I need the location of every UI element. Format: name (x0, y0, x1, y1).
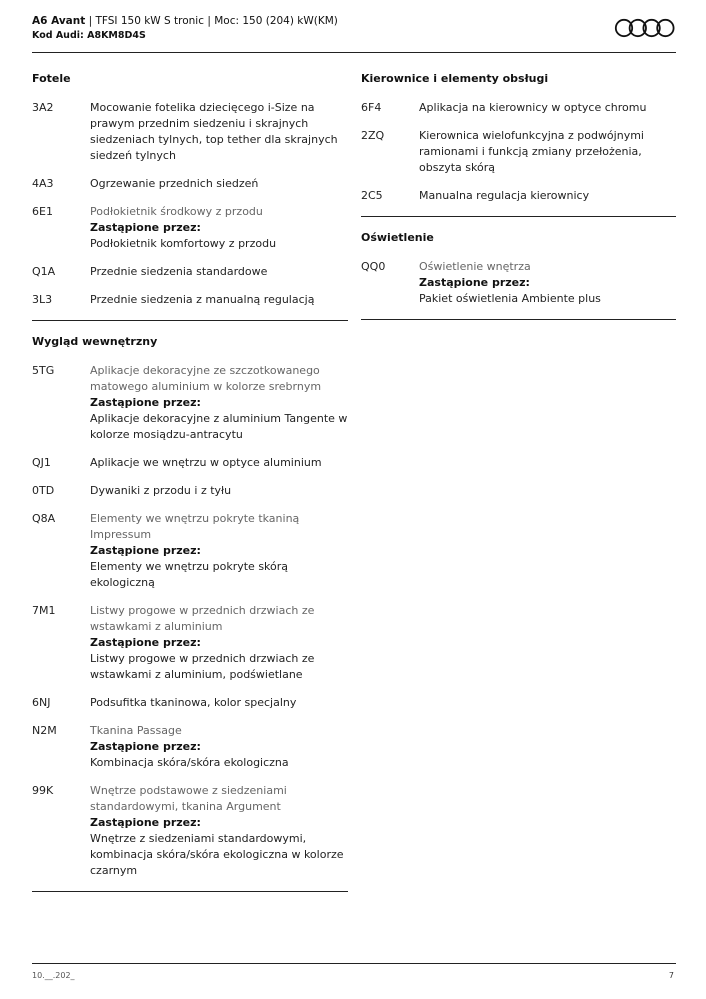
option-code: 99K (32, 784, 54, 797)
option-item (32, 292, 348, 308)
section-divider (32, 320, 348, 321)
option-code: 3L3 (32, 293, 53, 306)
option-item (32, 100, 348, 164)
replaced-by-label: Zastąpione przez: (90, 396, 201, 409)
option-text: Przednie siedzenia standardowe (90, 265, 268, 278)
option-description (90, 723, 348, 771)
replaced-by-label: Zastąpione przez: (90, 221, 201, 234)
original-option-text: Elementy we wnętrzu pokryte tkaniną Impressum (90, 512, 300, 541)
option-item (32, 176, 348, 192)
right-column (361, 72, 676, 334)
option-item (32, 363, 348, 443)
option-description (90, 264, 348, 280)
option-code: QJ1 (32, 456, 51, 469)
option-item (361, 259, 676, 307)
option-code: Q1A (32, 265, 56, 278)
vehicle-specs: | TFSI 150 kW S tronic | Moc: 150 (204) kW(KM) (85, 15, 338, 27)
option-code: Q8A (32, 512, 56, 525)
replaced-by-label: Zastąpione przez: (90, 636, 201, 649)
option-text: Przednie siedzenia z manualną regulacją (90, 293, 315, 306)
option-code: 4A3 (32, 177, 54, 190)
option-description (90, 483, 348, 499)
vehicle-title (32, 14, 676, 28)
option-description (90, 363, 348, 443)
option-description (419, 100, 676, 116)
option-code: 6NJ (32, 696, 51, 709)
left-column (32, 72, 348, 906)
header-divider (32, 52, 676, 53)
option-description (90, 783, 348, 879)
option-item (361, 188, 676, 204)
option-description (419, 128, 676, 176)
original-option-text: Aplikacje dekoracyjne ze szczotkowanego matowego aluminium w kolorze srebrnym (90, 364, 322, 393)
option-text: Aplikacje we wnętrzu w optyce aluminium (90, 456, 322, 469)
option-description (90, 292, 348, 308)
original-option-text: Wnętrze podstawowe z siedzeniami standardowymi, tkanina Argument (90, 784, 287, 813)
option-item (361, 100, 676, 116)
option-item (32, 455, 348, 471)
option-description (90, 695, 348, 711)
original-option-text: Listwy progowe w przednich drzwiach ze wstawkami z aluminium (90, 604, 315, 633)
option-description (90, 100, 348, 164)
option-description (90, 176, 348, 192)
option-item (32, 511, 348, 591)
replaced-by-label: Zastąpione przez: (90, 544, 201, 557)
replacement-option-text: Wnętrze z siedzeniami standardowymi, kombinacja skóra/skóra ekologiczna w kolorze czarnym (90, 832, 344, 877)
section-title: Fotele (32, 72, 71, 85)
option-text: Kierownica wielofunkcyjna z podwójnymi ramionami i funkcją zmiany przełożenia, obszyta skórą (419, 129, 644, 174)
page-header (32, 14, 676, 52)
option-text: Aplikacja na kierownicy w optyce chromu (419, 101, 647, 114)
option-code: 2C5 (361, 189, 383, 202)
option-code: 2ZQ (361, 129, 385, 142)
option-item (32, 723, 348, 771)
audi-rings-logo (614, 18, 676, 38)
option-item (32, 603, 348, 683)
option-code: 6F4 (361, 101, 382, 114)
option-code: 6E1 (32, 205, 53, 218)
option-text: Dywaniki z przodu i z tyłu (90, 484, 232, 497)
page-number: 7 (668, 971, 674, 980)
option-code: 7M1 (32, 604, 56, 617)
option-item (32, 483, 348, 499)
option-description (90, 511, 348, 591)
option-text: Podsufitka tkaninowa, kolor specjalny (90, 696, 297, 709)
option-code: N2M (32, 724, 57, 737)
footer-date: 10.__.202_ (32, 971, 75, 980)
option-description (90, 455, 348, 471)
replacement-option-text: Listwy progowe w przednich drzwiach ze wstawkami z aluminium, podświetlane (90, 652, 315, 681)
replacement-option-text: Podłokietnik komfortowy z przodu (90, 237, 277, 250)
section-divider (361, 319, 676, 320)
option-text: Manualna regulacja kierownicy (419, 189, 590, 202)
option-item (32, 783, 348, 879)
option-description (90, 603, 348, 683)
option-code: QQ0 (361, 260, 386, 273)
section-title: Wygląd wewnętrzny (32, 335, 158, 348)
replacement-option-text: Elementy we wnętrzu pokryte skórą ekologiczną (90, 560, 289, 589)
model-name: A6 Avant (32, 15, 86, 27)
replaced-by-label: Zastąpione przez: (419, 276, 530, 289)
option-text: Ogrzewanie przednich siedzeń (90, 177, 259, 190)
option-code: 0TD (32, 484, 55, 497)
section-title: Kierownice i elementy obsługi (361, 72, 549, 85)
section-divider (32, 891, 348, 892)
option-item (32, 264, 348, 280)
option-code: 3A2 (32, 101, 54, 114)
option-description (419, 259, 676, 307)
replaced-by-label: Zastąpione przez: (90, 816, 201, 829)
option-item (361, 128, 676, 176)
replacement-option-text: Pakiet oświetlenia Ambiente plus (419, 292, 601, 305)
option-text: Mocowanie fotelika dziecięcego i-Size na prawym przednim siedzeniu i skrajnych siedzeniach tylnych, top tether dla skrajnych siedzeń tylnych (90, 101, 338, 162)
option-description (419, 188, 676, 204)
option-code: 5TG (32, 364, 55, 377)
original-option-text: Tkanina Passage (90, 724, 182, 737)
replacement-option-text: Kombinacja skóra/skóra ekologiczna (90, 756, 289, 769)
section-title: Oświetlenie (361, 231, 434, 244)
option-item (32, 204, 348, 252)
original-option-text: Podłokietnik środkowy z przodu (90, 205, 263, 218)
footer-divider (32, 963, 676, 964)
option-description (90, 204, 348, 252)
audi-code: Kod Audi: A8KM8D4S (32, 30, 146, 41)
option-item (32, 695, 348, 711)
replaced-by-label: Zastąpione przez: (90, 740, 201, 753)
original-option-text: Oświetlenie wnętrza (419, 260, 531, 273)
replacement-option-text: Aplikacje dekoracyjne z aluminium Tangente w kolorze mosiądzu-antracytu (90, 412, 348, 441)
section-divider (361, 216, 676, 217)
